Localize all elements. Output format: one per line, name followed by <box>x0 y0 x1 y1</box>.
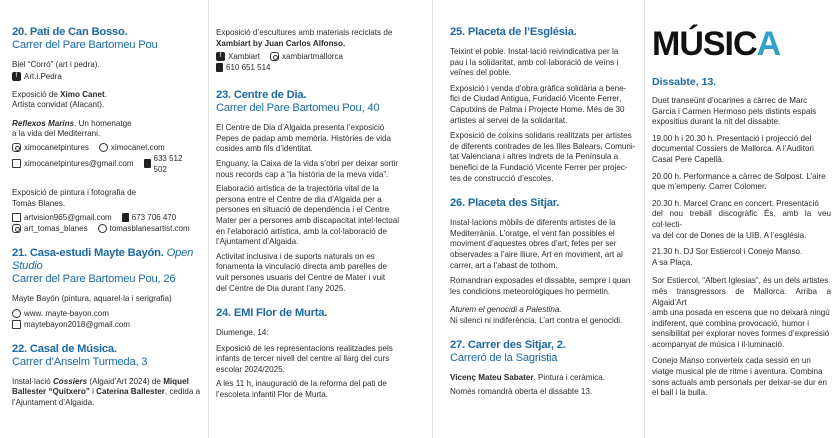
s23-p4: Activitat inclusiva i de suports naturals on es fonamenta la vinculació directa amb parelles de vuit persones usuaris del Centre de Mater i vuit del Centre de Dia durant l’any 2025. <box>216 251 387 293</box>
s23-p3: Elaboració artística de la trajectòria vital de la persona entre el Centre de dia d’Algaida per a persones en situació de dependència i el Centre Mater per a persones amb discapacitat intel·lectual en l’elaboració artística, amb la col·laboració de l’Ajuntament d’Algaida. <box>216 184 400 247</box>
section-22-street: Carrer d’Anselm Turmeda, 3 <box>12 355 148 368</box>
instagram-icon <box>12 224 21 233</box>
s21-mail[interactable]: maytebayon2018@gmail.com <box>24 319 130 329</box>
section-25-title: 25. Placeta de l’Església. <box>450 26 577 38</box>
section-21-street: Carrer del Pare Bartomeu Pou, 26 <box>12 273 176 286</box>
column-3 <box>432 0 644 438</box>
s23-p2: Enguany, la Caixa de la vida s’obri per deixar sortir nous records cap a “la història de la meva vida”. <box>216 158 399 179</box>
event-3: 20.30 h. Marcel Cranc en concert. Presentació del nou treball discogràfic És, amb la veu col·lecti- va del cor de Dones de la UIB. A l’església. <box>652 198 831 240</box>
music-intro: Duet transeünt d’ocarines a càrrec de Marc Garcia i Carmen Hermoso pels distints espais expositius durant la nit del dissabte. <box>652 96 817 127</box>
s24-day: Diumenge, 14: <box>216 328 269 338</box>
web-icon <box>98 224 107 233</box>
sor-estiercol-text: Sor Estiercol, “Albert Iglesias”, és un dels artistes més transgressors de Mallorca. Arriba a Algaid’Art amb una posada en escena que no deixarà ningú indiferent, que combina provocació, humor i sensibilitat per explorar noves formes d’expressió acompanyat de música i il·luminació. <box>652 276 831 349</box>
xambiart-instagram[interactable]: xambiartmallorca <box>282 52 343 62</box>
s26-p3: Aturem el genocidi a Palestina. Ni silenci ni indiferència. L’art contra el genocidi. <box>450 305 623 325</box>
xambiart-phone[interactable]: 610 651 514 <box>226 63 271 73</box>
xambiart-line2: Xambiart by Juan Carlos Alfonso. <box>216 38 346 48</box>
musica-title: MÚSICA <box>652 25 781 63</box>
conejo-manso-text: Conejo Manso converteix cada sessió en un viatge musical ple de ritme i aventura. Combina sons actuals amb personals per deixar-se dur en el ball i la bulla. <box>652 356 828 398</box>
s20-instagram[interactable]: ximocanetpintures <box>24 142 89 152</box>
mail-icon <box>12 320 21 329</box>
section-27-street: Carreró de la Sagristia <box>450 352 558 365</box>
s20-expo2-line2: Tomàs Blanes. <box>12 198 66 208</box>
s22-text: Instal·lació Cossiers (Algaid’Art 2024) de Miquel Ballester “Quitxero” i Caterina Ballester, cedida a l’Ajuntament d’Algaida. <box>12 376 201 407</box>
s24-p1: Exposició de les representacions realitzades pels infants de tercer nivell del centre al llarg del curs escolar 2024/2025. <box>216 343 393 374</box>
s23-p1: El Centre de Dia d’Algaida presenta l’exposició Pepes de padap amb memòria. Històries de vida cosides amb fils d’identitat. <box>216 123 392 154</box>
s24-p2: A les 11 h, inauguració de la reforma del pati de l’escoleta infantil Flor de Murta. <box>216 379 387 400</box>
s25-p2: Exposició i venda d’obra gràfica solidària a bene- fici de Ciudad Antigua, Fundació Vicente Ferrer, Caputxins de Palma i Projecte Home. Més de 30 artistes al servei de la solidaritat. <box>450 83 627 125</box>
column-2 <box>208 0 423 438</box>
s20-mail2[interactable]: artvision965@gmail.com <box>24 213 112 223</box>
section-20-title: 20. Pati de Can Bosso. <box>12 26 128 38</box>
section-20-street: Carrer del Pare Bartomeu Pou <box>12 39 158 51</box>
column-4 <box>644 0 837 438</box>
mail-icon <box>12 213 21 222</box>
s20-work-title: Reflexos Marins <box>12 118 75 128</box>
s20-work-line2: a la vida del Mediterrani. <box>12 129 101 139</box>
s20-web2[interactable]: tomasblanesartist.com <box>109 224 190 234</box>
facebook-icon: f <box>12 72 21 81</box>
section-24-title: 24. EMI Flor de Murta. <box>216 307 328 320</box>
s20-phone2[interactable]: 673 706 470 <box>131 213 177 223</box>
section-21-title: 21. Casa-estudi Mayte Bayón. <box>12 247 164 260</box>
xambiart-facebook[interactable]: Xambiart <box>228 52 261 62</box>
s26-p1: Instal·lacions mòbils de diferents artistes de la Mediterrània. L’oratge, el vent fan possibles el moviment d’aquestes obres d’art, fetes per ser observades a l’aire lliure. Art en moviment, art al carrer, art a l’abast de tothom. <box>450 218 623 270</box>
s20-expo-line2: Artista convidat (Alacant). <box>12 100 105 110</box>
instagram-icon <box>12 143 21 152</box>
s25-p3: Exposició de coixins solidaris realitzats per artistes de diferents contrades de les Illes Balears, Comuni- tat Valenciana i altres indrets de la Península a benefici de la Fundació Vicente Ferrer per projec- tes de construcció d’escoles. <box>450 131 636 183</box>
s20-web[interactable]: ximocanet.com <box>110 142 165 152</box>
xambiart-line1: Exposició d’escultures amb materials reciclats de <box>216 28 393 37</box>
date-heading: Dissabte, 13. <box>652 76 717 88</box>
s20-phone[interactable]: 633 512 502 <box>153 153 183 174</box>
section-21-open-studio: Open Studio <box>12 247 194 273</box>
facebook-icon: f <box>216 52 225 61</box>
phone-icon <box>216 63 223 72</box>
s21-web[interactable]: www. mayte-bayon.com <box>24 308 109 318</box>
section-26-title: 26. Placeta des Sitjar. <box>450 197 560 210</box>
s20-expo2-line1: Exposició de pintura i fotografia de <box>12 187 137 197</box>
web-icon <box>12 309 21 318</box>
s20-facebook[interactable]: Art.i.Pedra <box>24 71 62 81</box>
event-2: 20.00 h. Performance a càrrec de Solpost. L’aire que m’empeny. Carrer Colomer. <box>652 171 826 192</box>
web-icon <box>99 143 108 152</box>
phone-icon <box>144 159 151 168</box>
column-1: 20. Pati de Can Bosso. Carrer del Pare Bartomeu Pou Biel “Corró” (art i pedra). f Art.i.Pedra Exposició de Ximo Canet. Artista convidat (Alacant). Reflexos Marins. Un homenatge a la vida del Mediterrani. ximocanetpintures ximocanet.com ximocanetpintures@gmail.com 633 512 502 Exposició de pintura i fotografia de Tomàs Blanes. artvision965@gmail.com 673 706 470 art_tomas_blanes tomasblanesartist.com 21. Casa-estudi Mayte Bayón. Open Studio Carrer del Pare Bartomeu Pou, 26 Mayte Bayón (pintura, aquarel·la i serigrafia) www. mayte-bayon.com maytebayon2018@gmail.com 22. Casal de Música. Carrer d’Anselm Turmeda, 3 Instal·lació Cossiers (Algaid’Art 2024) de Miquel Ballester “Quitxero” i Caterina Ballester, cedida a l’Ajuntament d’Algaida. <box>12 26 201 407</box>
instagram-icon <box>270 52 279 61</box>
section-23-title: 23. Centre de Dia. <box>216 89 307 102</box>
s25-p1: Teixint el poble. Instal·lació reivindicativa per la pau i la solidaritat, amb col·laboració de veïns i veïnes del poble. <box>450 47 619 78</box>
event-4: 21.30 h. DJ Sor Estiercol i Conejo Manso. A sa Plaça. <box>652 247 803 267</box>
section-23-street: Carrer del Pare Bartomeu Pou, 40 <box>216 102 380 115</box>
section-27-title: 27. Carrer des Sitjar, 2. <box>450 339 566 352</box>
s20-instagram2[interactable]: art_tomas_blanes <box>24 224 88 234</box>
s20-expo-artist: Ximo Canet <box>60 89 105 99</box>
s27-note: Només romandrà oberta el dissabte 13. <box>450 387 593 397</box>
s26-p2: Romandran exposades el dissabte, sempre i quan les condicions meteorològiques ho permetin. <box>450 276 631 296</box>
s20-mail[interactable]: ximocanetpintures@gmail.com <box>24 159 134 169</box>
mail-icon <box>12 159 21 168</box>
event-1: 19.00 h i 20.30 h. Presentació i projecció del documental Cossiers de Mallorca. A l’Auditori Casal Pere Capellà. <box>652 133 814 164</box>
s21-artist: Mayte Bayón (pintura, aquarel·la i serigrafia) <box>12 294 172 304</box>
section-22-title: 22. Casal de Música. <box>12 342 117 355</box>
s20-artist: Biel “Corró” (art i pedra). <box>12 60 100 69</box>
s27-artist: Vicenç Mateu Sabater. Pintura i ceràmica. <box>450 373 606 383</box>
phone-icon <box>122 213 129 222</box>
